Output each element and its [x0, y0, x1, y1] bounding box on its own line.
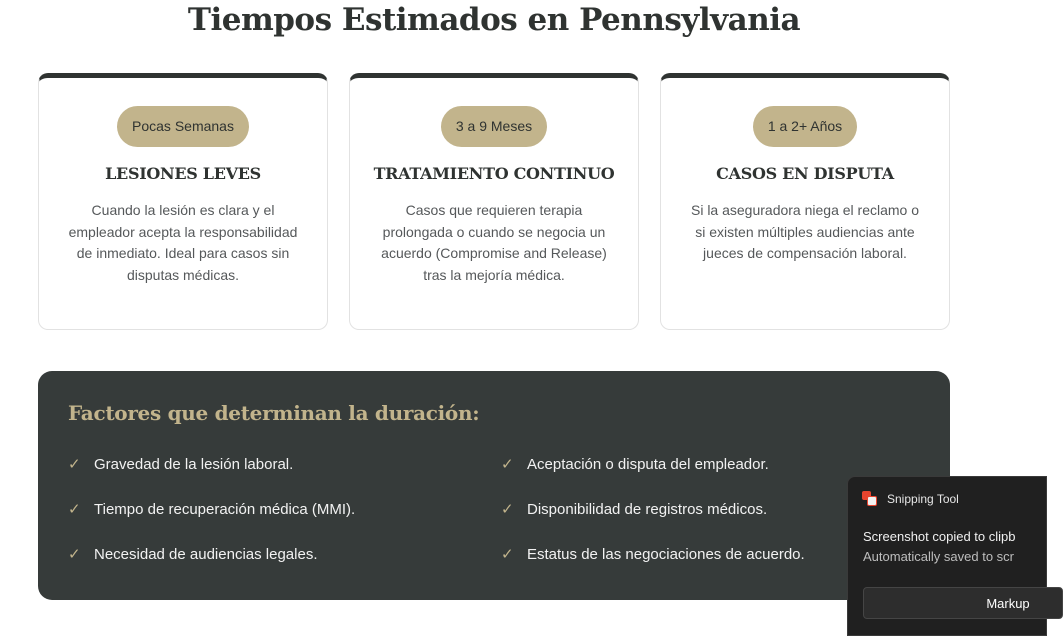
factors-title: Factores que determinan la duración:: [68, 401, 480, 425]
factor-text: Necesidad de audiencias legales.: [94, 546, 318, 563]
factor-item: [68, 455, 293, 473]
check-icon: ✓: [68, 501, 81, 518]
check-icon: ✓: [501, 501, 514, 518]
factor-item: [68, 500, 355, 518]
duration-badge: 3 a 9 Meses: [441, 106, 547, 147]
card-tratamiento-continuo: [349, 73, 639, 330]
duration-badge: 1 a 2+ Años: [753, 106, 857, 147]
factor-item: [501, 500, 767, 518]
check-icon: ✓: [501, 546, 514, 563]
toast-app-name: Snipping Tool: [887, 491, 959, 506]
snipping-tool-notification[interactable]: [847, 476, 1047, 636]
factors-panel: [38, 371, 950, 600]
factor-text: Gravedad de la lesión laboral.: [94, 456, 294, 473]
card-casos-en-disputa: [660, 73, 950, 330]
snipping-tool-icon: [862, 491, 877, 506]
factor-item: [501, 455, 769, 473]
card-lesiones-leves: [38, 73, 328, 330]
markup-button[interactable]: Markup: [863, 587, 1063, 619]
toast-message: Screenshot copied to clipb: [863, 529, 1016, 544]
factor-text: Estatus de las negociaciones de acuerdo.: [527, 546, 805, 563]
check-icon: ✓: [501, 456, 514, 473]
toast-submessage: Automatically saved to scr: [863, 549, 1015, 564]
card-description: Casos que requieren terapia prolongada o cuando se negocia un acuerdo (Compromise and Release) tras la mejoría médica.: [381, 202, 607, 283]
card-title: LESIONES LEVES: [105, 164, 261, 183]
toast-header: [862, 491, 959, 506]
factor-text: Aceptación o disputa del empleador.: [527, 456, 769, 473]
factor-text: Disponibilidad de registros médicos.: [527, 501, 768, 518]
card-description: Cuando la lesión es clara y el empleador acepta la responsabilidad de inmediato. Ideal para casos sin disputas médicas.: [68, 202, 298, 283]
card-description: Si la aseguradora niega el reclamo o si existen múltiples audiencias ante jueces de compensación laboral.: [690, 202, 920, 261]
check-icon: ✓: [68, 546, 81, 563]
duration-badge: Pocas Semanas: [117, 106, 249, 147]
factor-item: [501, 545, 805, 563]
page-title: Tiempos Estimados en Pennsylvania: [187, 2, 801, 38]
factor-item: [68, 545, 317, 563]
factor-text: Tiempo de recuperación médica (MMI).: [94, 501, 356, 518]
card-title: TRATAMIENTO CONTINUO: [373, 164, 615, 183]
card-title: CASOS EN DISPUTA: [716, 164, 894, 183]
check-icon: ✓: [68, 456, 81, 473]
